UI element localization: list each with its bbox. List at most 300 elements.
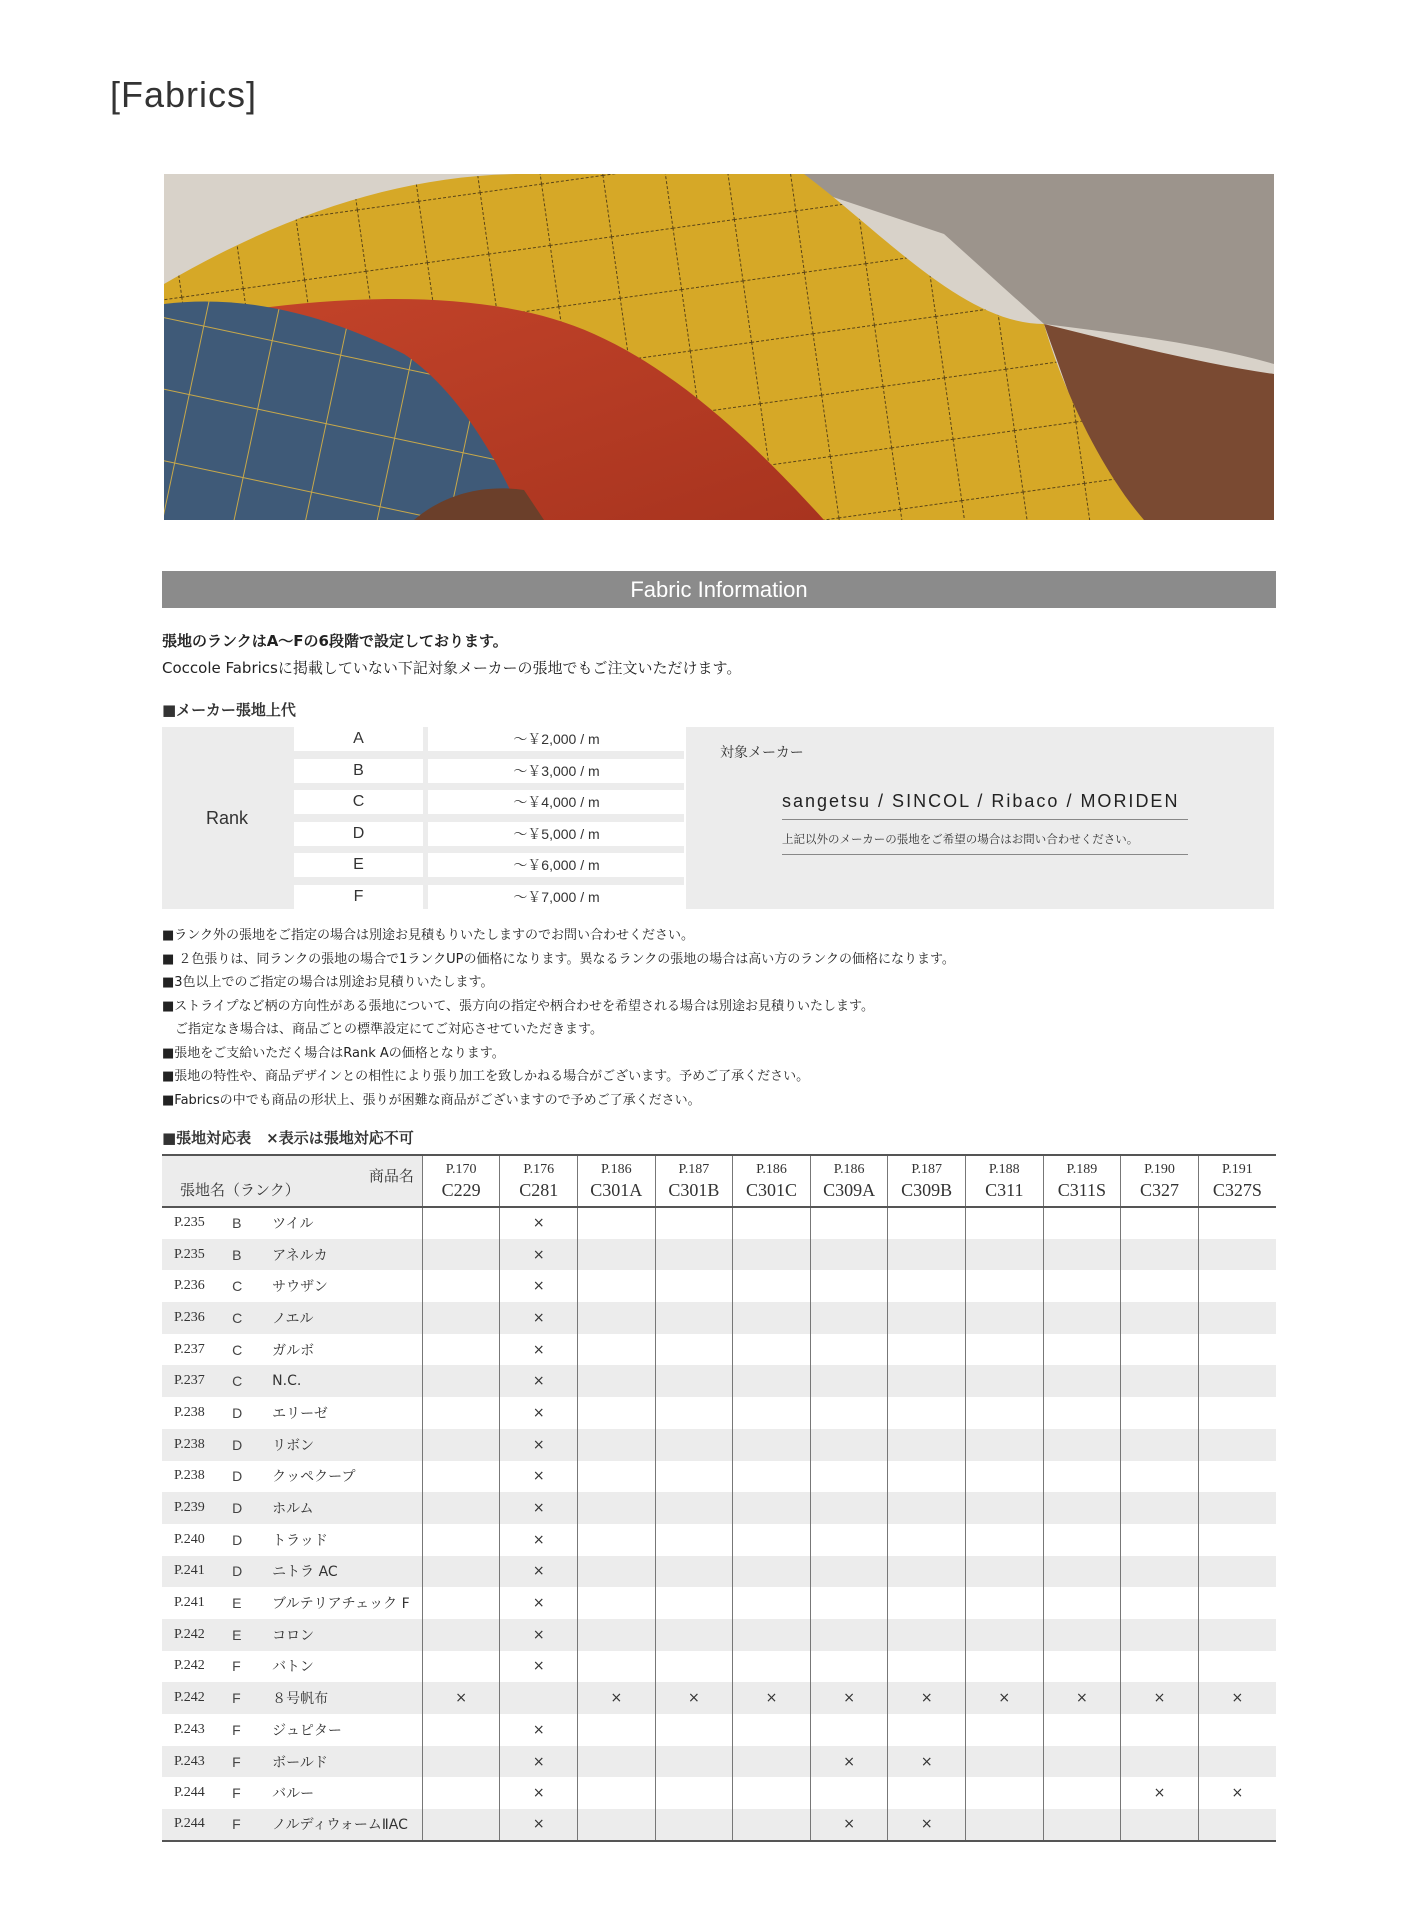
compat-cell <box>733 1302 811 1334</box>
rank-price: 〜￥2,000 / m <box>428 727 685 751</box>
product-header <box>655 1155 733 1207</box>
fabric-rank: D <box>232 1404 243 1421</box>
compat-cell <box>655 1556 733 1588</box>
compat-cell <box>1121 1492 1199 1524</box>
table-row <box>162 1461 1276 1493</box>
compat-cell <box>1043 1746 1121 1778</box>
not-available-mark: × <box>500 1365 578 1397</box>
not-available-mark: × <box>500 1651 578 1683</box>
compat-cell <box>578 1365 656 1397</box>
compat-cell <box>1121 1461 1199 1493</box>
compat-cell <box>422 1461 500 1493</box>
table-row <box>162 1429 1276 1461</box>
fabric-page: P.236 <box>174 1278 205 1294</box>
compat-cell <box>810 1461 888 1493</box>
compat-cell <box>578 1809 656 1841</box>
compat-cell <box>1043 1556 1121 1588</box>
fabric-information-header: Fabric Information <box>162 571 1276 608</box>
compat-cell <box>655 1492 733 1524</box>
compat-cell <box>578 1302 656 1334</box>
compat-cell <box>810 1524 888 1556</box>
fabric-rank: F <box>232 1785 241 1802</box>
compat-cell <box>965 1365 1043 1397</box>
compat-cell <box>578 1619 656 1651</box>
rank-letter: E <box>294 853 423 877</box>
product-code: C309B <box>901 1180 953 1200</box>
compat-cell <box>733 1556 811 1588</box>
compat-cell <box>1043 1777 1121 1809</box>
fabric-page: P.238 <box>174 1468 205 1484</box>
compat-table-heading: ■張地対応表 ×表示は張地対応不可 <box>162 1129 414 1147</box>
table-row <box>162 1524 1276 1556</box>
fabric-name-label: 張地名（ランク） <box>180 1181 300 1199</box>
compat-cell <box>888 1302 966 1334</box>
compat-cell <box>1043 1239 1121 1271</box>
compat-cell <box>578 1239 656 1271</box>
compat-cell <box>810 1302 888 1334</box>
product-header <box>578 1155 656 1207</box>
compat-cell <box>733 1651 811 1683</box>
compat-cell <box>965 1207 1043 1239</box>
table-row <box>162 1809 1276 1841</box>
compat-cell <box>965 1302 1043 1334</box>
compat-cell <box>965 1556 1043 1588</box>
compat-cell <box>578 1461 656 1493</box>
fabric-name: ニトラ AC <box>272 1556 422 1588</box>
fabric-name: エリーゼ <box>272 1405 328 1422</box>
note-item: ■張地の特性や、商品デザインとの相性により張り加工を致しかねる場合がございます。予めご了承ください。 <box>162 1069 810 1084</box>
fabric-rank: C <box>232 1365 272 1397</box>
rank-letter: C <box>294 790 423 814</box>
compat-cell <box>422 1556 500 1588</box>
product-page: P.189 <box>1066 1162 1098 1177</box>
compat-cell <box>1198 1619 1276 1651</box>
not-available-mark: × <box>1198 1682 1276 1714</box>
compat-cell <box>810 1651 888 1683</box>
not-available-mark: × <box>500 1302 578 1334</box>
fabric-rank: E <box>232 1595 242 1612</box>
not-available-mark: × <box>500 1746 578 1778</box>
not-available-mark: × <box>500 1239 578 1271</box>
fabric-page: P.241 <box>162 1556 232 1588</box>
compat-cell <box>888 1239 966 1271</box>
fabric-name: ボールド <box>272 1746 422 1778</box>
fabric-page: P.240 <box>174 1531 205 1547</box>
compat-cell <box>1198 1429 1276 1461</box>
compat-cell <box>810 1587 888 1619</box>
table-row <box>162 1556 1276 1588</box>
compat-cell <box>733 1270 811 1302</box>
maker-divider <box>782 854 1188 855</box>
not-available-mark: × <box>500 1587 578 1619</box>
compat-cell <box>1043 1524 1121 1556</box>
product-code: C311S <box>1057 1180 1107 1200</box>
not-available-mark: × <box>578 1682 656 1714</box>
not-available-mark: × <box>810 1746 888 1778</box>
maker-list: sangetsu / SINCOL / Ribaco / MORIDEN <box>782 791 1180 811</box>
compat-cell <box>422 1651 500 1683</box>
compat-cell <box>578 1429 656 1461</box>
compat-cell <box>965 1334 1043 1366</box>
fabric-name: ガルボ <box>272 1342 315 1359</box>
fabric-name: コロン <box>272 1619 422 1651</box>
compat-cell <box>655 1397 733 1429</box>
fabric-name: バルー <box>272 1786 315 1803</box>
fabric-page: P.235 <box>162 1239 232 1271</box>
compat-cell <box>965 1777 1043 1809</box>
fabric-name: ８号帆布 <box>272 1682 422 1714</box>
product-code: C229 <box>441 1180 481 1200</box>
not-available-mark: × <box>965 1682 1043 1714</box>
note-item: ご指定なき場合は、商品ごとの標準設定にてご対応させていただきます。 <box>162 1022 603 1037</box>
rank-letter: A <box>294 727 423 751</box>
compat-cell <box>1043 1365 1121 1397</box>
compat-cell <box>422 1587 500 1619</box>
compat-cell <box>1198 1365 1276 1397</box>
fabric-page: P.242 <box>162 1682 232 1714</box>
rank-price: 〜￥3,000 / m <box>428 759 685 783</box>
fabric-page: P.235 <box>174 1215 205 1231</box>
compat-cell <box>422 1334 500 1366</box>
compat-cell <box>1121 1429 1199 1461</box>
compat-cell <box>1043 1619 1121 1651</box>
fabric-page: P.243 <box>174 1721 205 1737</box>
compat-cell <box>733 1714 811 1746</box>
compat-cell <box>655 1429 733 1461</box>
compat-cell <box>1198 1809 1276 1841</box>
compat-cell <box>1198 1207 1276 1239</box>
table-row <box>162 1334 1276 1366</box>
not-available-mark: × <box>500 1270 578 1302</box>
compat-cell <box>1043 1334 1121 1366</box>
rank-row <box>292 759 692 783</box>
compat-cell <box>1043 1651 1121 1683</box>
product-page: P.190 <box>1144 1162 1175 1177</box>
rank-row <box>292 853 692 877</box>
rank-letter: B <box>294 759 423 783</box>
compat-cell <box>1043 1714 1121 1746</box>
compat-cell <box>578 1397 656 1429</box>
compat-cell <box>1121 1809 1199 1841</box>
not-available-mark: × <box>733 1682 811 1714</box>
table-corner-cell <box>162 1155 422 1207</box>
target-makers-label: 対象メーカー <box>720 745 804 761</box>
hero-fabric-photo <box>164 174 1274 520</box>
compat-cell <box>810 1556 888 1588</box>
not-available-mark: × <box>1121 1682 1199 1714</box>
not-available-mark: × <box>500 1207 578 1239</box>
compat-cell <box>733 1524 811 1556</box>
compat-cell <box>888 1524 966 1556</box>
compat-cell <box>655 1777 733 1809</box>
fabric-rank: F <box>232 1721 241 1738</box>
compat-cell <box>578 1334 656 1366</box>
compat-cell <box>965 1714 1043 1746</box>
not-available-mark: × <box>500 1714 578 1746</box>
compat-cell <box>810 1365 888 1397</box>
compat-cell <box>655 1365 733 1397</box>
fabric-rank: D <box>232 1468 243 1485</box>
fabric-rank: F <box>232 1682 272 1714</box>
product-page: P.186 <box>756 1162 787 1177</box>
maker-price-heading: ■メーカー張地上代 <box>162 701 296 719</box>
compat-cell <box>578 1587 656 1619</box>
page-title: [Fabrics] <box>110 74 258 115</box>
not-available-mark: × <box>422 1682 500 1714</box>
compat-cell <box>1043 1397 1121 1429</box>
compat-cell <box>422 1714 500 1746</box>
compat-cell <box>422 1365 500 1397</box>
product-code: C301C <box>745 1180 797 1200</box>
intro-line-2: Coccole Fabricsに掲載していない下記対象メーカーの張地でもご注文いただけます。 <box>162 659 742 677</box>
compat-cell <box>655 1461 733 1493</box>
compat-cell <box>810 1207 888 1239</box>
compat-cell <box>965 1746 1043 1778</box>
fabric-name: リボン <box>272 1429 422 1461</box>
fabric-page: P.244 <box>174 1785 205 1801</box>
compat-cell <box>733 1809 811 1841</box>
fabric-rank: D <box>232 1429 272 1461</box>
product-code: C281 <box>519 1180 559 1200</box>
compat-cell <box>422 1492 500 1524</box>
intro-line-1: 張地のランクはA〜Fの6段階で設定しております。 <box>162 632 508 650</box>
not-available-mark: × <box>500 1429 578 1461</box>
not-available-mark: × <box>655 1682 733 1714</box>
note-item: ■ランク外の張地をご指定の場合は別途お見積もりいたしますのでお問い合わせください。 <box>162 928 695 943</box>
product-header <box>965 1155 1043 1207</box>
note-item: ■ ２色張りは、同ランクの張地の場合で1ランクUPの価格になります。異なるランクの張地の場合は高い方のランクの価格になります。 <box>162 951 955 967</box>
fabric-rank: F <box>232 1809 272 1841</box>
compat-cell <box>1121 1524 1199 1556</box>
table-row <box>162 1651 1276 1683</box>
compat-cell <box>733 1239 811 1271</box>
fabric-name: ノエル <box>272 1302 422 1334</box>
table-row <box>162 1619 1276 1651</box>
compat-cell <box>965 1429 1043 1461</box>
rank-label: Rank <box>205 807 249 828</box>
compat-cell <box>888 1397 966 1429</box>
fabric-page: P.243 <box>162 1746 232 1778</box>
compat-cell <box>655 1302 733 1334</box>
compat-cell <box>965 1461 1043 1493</box>
rank-price: 〜￥5,000 / m <box>428 822 685 846</box>
compat-cell <box>888 1587 966 1619</box>
compat-cell <box>1198 1651 1276 1683</box>
compat-cell <box>1198 1334 1276 1366</box>
compat-cell <box>1121 1397 1199 1429</box>
compat-cell <box>422 1302 500 1334</box>
product-code: C309A <box>823 1180 876 1200</box>
table-header-row <box>162 1155 1276 1207</box>
compat-cell <box>1121 1239 1199 1271</box>
fabric-name: ジュピター <box>272 1722 342 1739</box>
table-row <box>162 1207 1276 1239</box>
not-available-mark: × <box>500 1809 578 1841</box>
compat-cell <box>888 1429 966 1461</box>
compat-cell <box>655 1207 733 1239</box>
fabric-rank: D <box>232 1531 243 1548</box>
compat-cell <box>655 1809 733 1841</box>
compat-cell <box>888 1334 966 1366</box>
compat-cell <box>422 1397 500 1429</box>
compat-cell <box>655 1239 733 1271</box>
fabric-rank: C <box>232 1278 243 1295</box>
table-row <box>162 1714 1276 1746</box>
compat-cell <box>810 1714 888 1746</box>
compat-cell <box>888 1461 966 1493</box>
compat-cell <box>965 1492 1043 1524</box>
compat-cell <box>1121 1619 1199 1651</box>
fabric-page: P.236 <box>162 1302 232 1334</box>
not-available-mark: × <box>500 1461 578 1493</box>
not-available-mark: × <box>810 1809 888 1841</box>
compat-cell <box>1121 1207 1199 1239</box>
compat-cell <box>733 1461 811 1493</box>
table-body <box>162 1207 1276 1841</box>
intro-text <box>162 628 741 682</box>
rank-row <box>292 822 692 846</box>
compat-cell <box>1121 1556 1199 1588</box>
compat-cell <box>810 1334 888 1366</box>
compat-cell <box>655 1587 733 1619</box>
product-header <box>810 1155 888 1207</box>
not-available-mark: × <box>500 1397 578 1429</box>
compat-cell <box>578 1270 656 1302</box>
product-code: C327 <box>1139 1180 1179 1200</box>
fabric-name: ツイル <box>272 1216 314 1233</box>
table-row <box>162 1270 1276 1302</box>
product-page: P.186 <box>833 1162 865 1177</box>
table-row <box>162 1746 1276 1778</box>
compat-cell <box>1043 1207 1121 1239</box>
compat-cell <box>733 1492 811 1524</box>
compat-cell <box>888 1207 966 1239</box>
compat-cell <box>888 1651 966 1683</box>
compat-cell <box>1198 1587 1276 1619</box>
compat-cell <box>733 1746 811 1778</box>
compat-cell <box>655 1334 733 1366</box>
compat-cell <box>422 1429 500 1461</box>
compat-cell <box>888 1619 966 1651</box>
fabric-name: ブルテリアチェック F <box>272 1596 410 1613</box>
fabric-rank: F <box>232 1658 241 1675</box>
not-available-mark: × <box>888 1809 966 1841</box>
fabric-name: アネルカ <box>272 1239 422 1271</box>
note-item: ■Fabricsの中でも商品の形状上、張りが困難な商品がございますので予めご了承ください。 <box>162 1092 701 1108</box>
compat-cell <box>422 1619 500 1651</box>
compat-cell <box>578 1746 656 1778</box>
compat-cell <box>965 1239 1043 1271</box>
fabric-name: クッペクープ <box>272 1469 356 1486</box>
compat-cell <box>1043 1429 1121 1461</box>
fabric-page: P.238 <box>174 1404 205 1420</box>
compat-cell <box>965 1651 1043 1683</box>
fabric-name: バトン <box>272 1659 314 1676</box>
product-page: P.187 <box>911 1162 943 1177</box>
fabric-page: P.244 <box>162 1809 232 1841</box>
compat-cell <box>1043 1587 1121 1619</box>
fabric-page: P.241 <box>174 1595 205 1611</box>
product-header <box>422 1155 500 1207</box>
compat-cell <box>1198 1461 1276 1493</box>
product-code: C311 <box>985 1180 1024 1200</box>
maker-note: 上記以外のメーカーの張地をご希望の場合はお問い合わせください。 <box>782 832 1139 846</box>
product-header <box>1198 1155 1276 1207</box>
compat-cell <box>578 1714 656 1746</box>
compat-cell <box>733 1365 811 1397</box>
not-available-mark: × <box>810 1682 888 1714</box>
compat-cell <box>578 1777 656 1809</box>
note-item: ■張地をご支給いただく場合はRank Aの価格となります。 <box>162 1045 505 1061</box>
compat-cell <box>810 1429 888 1461</box>
compat-cell <box>1043 1492 1121 1524</box>
compat-cell <box>1198 1556 1276 1588</box>
fabric-photo-image <box>164 174 1274 520</box>
compat-cell <box>1043 1461 1121 1493</box>
not-available-mark: × <box>1121 1777 1199 1809</box>
product-page: P.188 <box>988 1162 1020 1177</box>
product-code: C327S <box>1212 1180 1262 1200</box>
compat-cell <box>422 1270 500 1302</box>
fabric-rank: B <box>232 1239 272 1271</box>
compat-cell <box>655 1714 733 1746</box>
not-available-mark: × <box>1198 1777 1276 1809</box>
product-page: P.170 <box>445 1162 477 1177</box>
table-row <box>162 1682 1276 1714</box>
compat-cell <box>810 1239 888 1271</box>
compat-cell <box>1121 1651 1199 1683</box>
compat-cell <box>1198 1746 1276 1778</box>
compat-cell <box>578 1651 656 1683</box>
compat-cell <box>422 1777 500 1809</box>
compat-cell <box>655 1746 733 1778</box>
rank-price: 〜￥6,000 / m <box>428 853 685 877</box>
product-header <box>500 1155 578 1207</box>
compat-cell <box>810 1397 888 1429</box>
rank-letter: D <box>294 822 423 846</box>
compat-cell <box>1198 1302 1276 1334</box>
compat-cell <box>733 1587 811 1619</box>
compat-cell <box>733 1777 811 1809</box>
rank-row <box>292 727 692 751</box>
compat-cell <box>655 1270 733 1302</box>
compat-cell <box>422 1524 500 1556</box>
compat-cell <box>810 1270 888 1302</box>
compat-cell <box>1198 1397 1276 1429</box>
compat-cell <box>578 1556 656 1588</box>
fabric-page: P.242 <box>162 1619 232 1651</box>
not-available-mark: × <box>500 1492 578 1524</box>
table-row <box>162 1365 1276 1397</box>
fabric-page: P.238 <box>162 1429 232 1461</box>
fabric-name: ホルム <box>272 1492 422 1524</box>
compat-cell <box>1198 1492 1276 1524</box>
compat-cell <box>422 1809 500 1841</box>
table-row <box>162 1587 1276 1619</box>
compat-cell <box>888 1492 966 1524</box>
compat-cell <box>1121 1746 1199 1778</box>
compat-cell <box>810 1492 888 1524</box>
compat-cell <box>578 1524 656 1556</box>
compat-cell <box>1198 1239 1276 1271</box>
not-available-mark: × <box>1043 1682 1121 1714</box>
not-available-mark: × <box>500 1777 578 1809</box>
compat-cell <box>1121 1270 1199 1302</box>
compat-cell <box>733 1619 811 1651</box>
compat-cell <box>888 1777 966 1809</box>
not-available-mark: × <box>500 1524 578 1556</box>
fabric-rank: F <box>232 1746 272 1778</box>
